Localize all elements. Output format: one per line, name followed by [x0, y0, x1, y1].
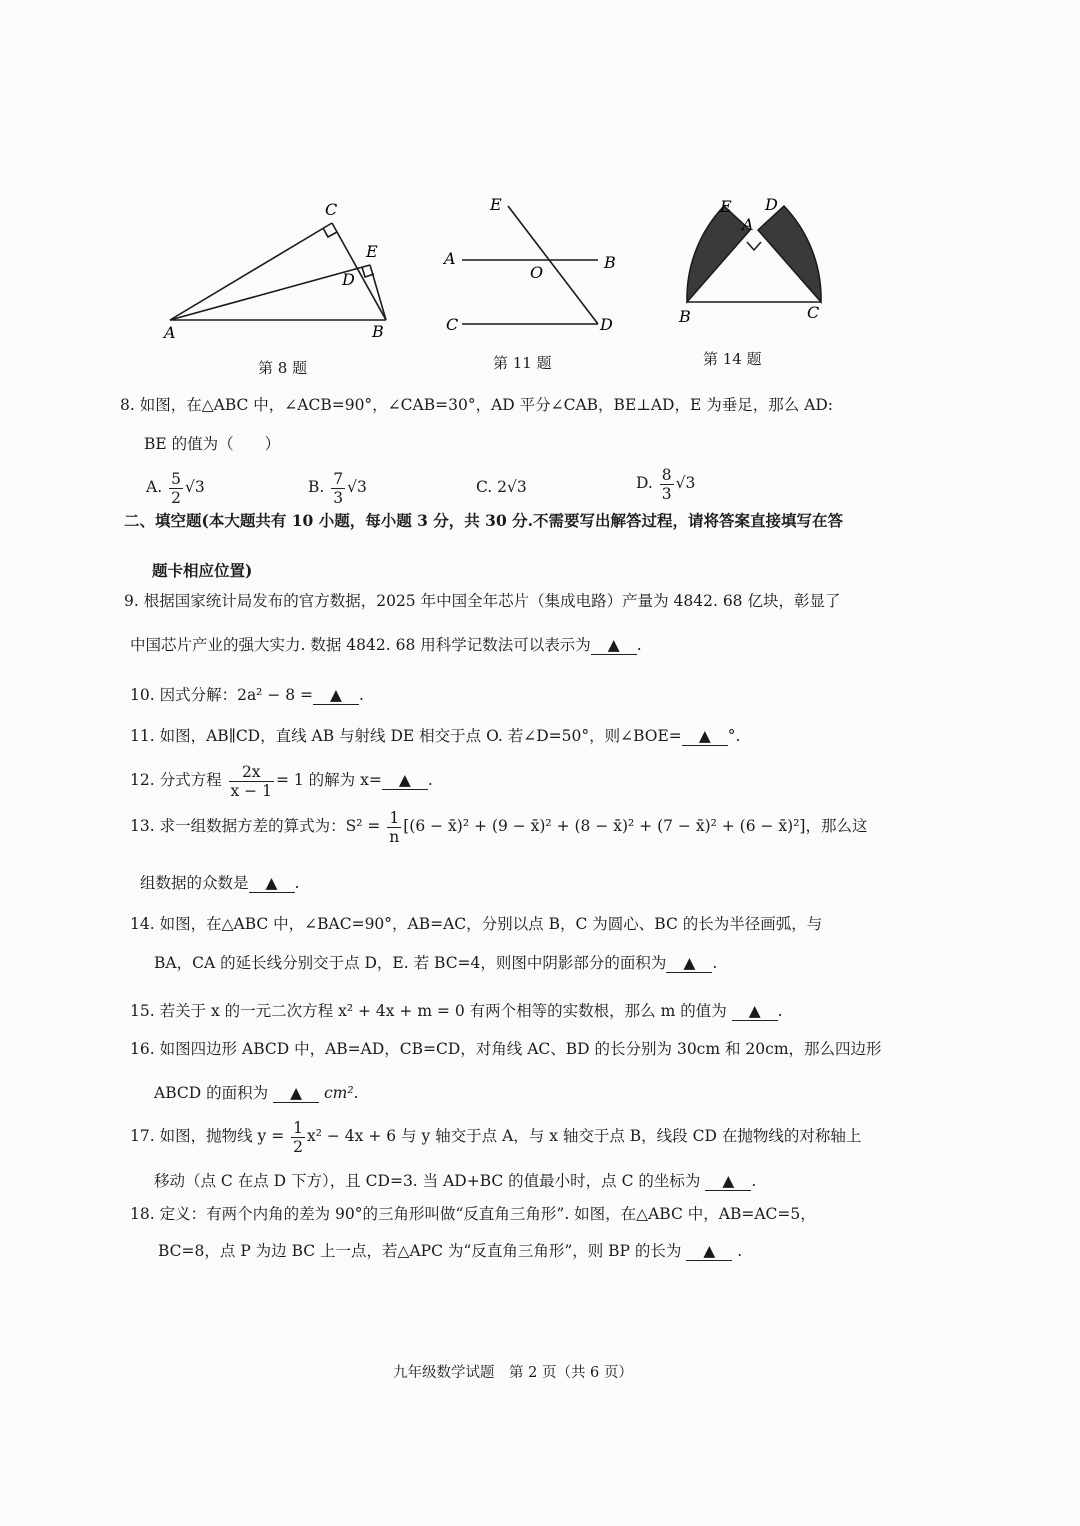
q16-line1: 16. 如图四边形 ABCD 中，AB=AD，CB=CD，对角线 AC、BD 的长分别为 30cm 和 20cm，那么四边形 [130, 1040, 882, 1058]
fig8-caption: 第 8 题 [258, 359, 308, 377]
q15-answer-blank: ▲ [732, 1002, 778, 1021]
q8-option-a-label: A. [146, 478, 163, 496]
q8-option-b-label: B. [308, 478, 325, 496]
q8-option-b: B. $\frac{7}{3}$ √3 [308, 469, 367, 507]
figure-11 [440, 190, 630, 340]
q16-line2: ABCD 的面积为 ▲ cm². [154, 1084, 359, 1102]
q8-option-c-label: C. [476, 478, 493, 496]
q14-line1: 14. 如图，在△ABC 中，∠BAC=90°，AB=AC，分别以点 B，C 为圆心、BC 的长为半径画弧，与 [130, 915, 823, 933]
q9-answer-blank: ▲ [591, 636, 637, 655]
fig8-label-A: A [164, 323, 176, 342]
q13-line1: 13. 求一组数据方差的算式为：S² = $\frac{1}{n}$ [(6 − x̄)² + (9 − x̄)² + (8 − x̄)² + (7 − x̄)² + (6 − x̄)²]，那么这 [130, 808, 868, 846]
fig8-label-C: C [325, 200, 338, 219]
q8-option-d-label: D. [636, 474, 653, 492]
figure-14 [665, 190, 845, 330]
fig8-label-D: D [342, 270, 355, 289]
fig14-label-E: E [720, 197, 732, 216]
q11-answer-blank: ▲ [682, 727, 728, 746]
q13-fraction: $\frac{1}{n}$ [389, 808, 400, 846]
q18-line2: BC=8，点 P 为边 BC 上一点，若△APC 为“反直角三角形”，则 BP 的长为 ▲ . [158, 1242, 743, 1260]
q8-option-d: D. $\frac{8}{3}$ √3 [636, 465, 696, 503]
q10: 10. 因式分解：2a² − 8 = ▲ . [130, 686, 364, 704]
fig8-label-E: E [366, 242, 378, 261]
fig11-label-A: A [444, 249, 456, 268]
figure-8 [150, 195, 400, 345]
q8-line2: BE 的值为（ ） [144, 435, 281, 453]
q11: 11. 如图，AB∥CD，直线 AB 与射线 DE 相交于点 O. 若∠D=50°，则∠BOE= ▲ °. [130, 727, 741, 745]
q8-line1: 8. 如图，在△ABC 中，∠ACB=90°，∠CAB=30°，AD 平分∠CAB，BE⊥AD，E 为垂足，那么 AD: [120, 396, 833, 414]
q8-option-c: C. 2√3 [476, 478, 527, 496]
q12-fraction: $\frac{2x}{x - 1}$ [230, 762, 272, 800]
fig11-label-E: E [490, 195, 502, 214]
q8-option-a-fraction: $\frac{5}{2}$ [171, 469, 181, 507]
q17-line1: 17. 如图，抛物线 y = $\frac{1}{2}$ x² − 4x + 6 与 y 轴交于点 A，与 x 轴交于点 B，线段 CD 在抛物线的对称轴上 [130, 1118, 862, 1156]
q17-fraction: $\frac{1}{2}$ [293, 1118, 303, 1156]
q8-option-d-fraction: $\frac{8}{3}$ [661, 465, 672, 503]
fig14-label-B: B [679, 307, 691, 326]
q13-line2: 组数据的众数是 ▲ . [140, 874, 300, 892]
q17-answer-blank: ▲ [705, 1172, 751, 1191]
fig14-label-C: C [807, 303, 820, 322]
q18-answer-blank: ▲ [686, 1242, 732, 1261]
q12: 12. 分式方程 $\frac{2x}{x - 1}$ = 1 的解为 x= ▲ . [130, 762, 433, 800]
q9-line1: 9. 根据国家统计局发布的官方数据，2025 年中国全年芯片（集成电路）产量为 4842. 68 亿块，彰显了 [124, 592, 841, 610]
fig14-label-A: A [742, 215, 754, 234]
fig11-label-C: C [446, 315, 459, 334]
q13-answer-blank: ▲ [249, 874, 295, 893]
q8-option-a: A. $\frac{5}{2}$ √3 [146, 469, 205, 507]
q8-option-b-fraction: $\frac{7}{3}$ [333, 469, 344, 507]
q15: 15. 若关于 x 的一元二次方程 x² + 4x + m = 0 有两个相等的实数根，那么 m 的值为 ▲ . [130, 1002, 783, 1020]
q14-answer-blank: ▲ [666, 954, 712, 973]
q14-line2: BA，CA 的延长线分别交于点 D，E. 若 BC=4，则图中阴影部分的面积为 ▲ . [154, 954, 718, 972]
fig14-label-D: D [765, 195, 778, 214]
q16-answer-blank: ▲ [273, 1084, 319, 1103]
fig11-caption: 第 11 题 [493, 354, 552, 372]
fig11-label-O: O [530, 263, 544, 282]
q17-line2: 移动（点 C 在点 D 下方），且 CD=3. 当 AD+BC 的值最小时，点 C 的坐标为 ▲ . [154, 1172, 757, 1190]
fig11-label-B: B [604, 253, 616, 272]
section2-heading: 二、填空题(本大题共有 10 小题，每小题 3 分，共 30 分.不需要写出解答过程，请将答案直接填写在答 [124, 511, 844, 530]
section2-heading-cont: 题卡相应位置) [152, 561, 253, 580]
q12-answer-blank: ▲ [382, 771, 428, 790]
q10-answer-blank: ▲ [313, 686, 359, 705]
q18-line1: 18. 定义：有两个内角的差为 90°的三角形叫做“反直角三角形”. 如图，在△ABC 中，AB=AC=5， [130, 1205, 816, 1223]
page-footer: 九年级数学试题 第 2 页（共 6 页） [393, 1365, 633, 1381]
fig11-label-D: D [600, 315, 613, 334]
q9-line2: 中国芯片产业的强大实力. 数据 4842. 68 用科学记数法可以表示为 ▲ . [130, 636, 642, 654]
fig14-caption: 第 14 题 [703, 350, 762, 368]
fig8-label-B: B [372, 322, 384, 341]
